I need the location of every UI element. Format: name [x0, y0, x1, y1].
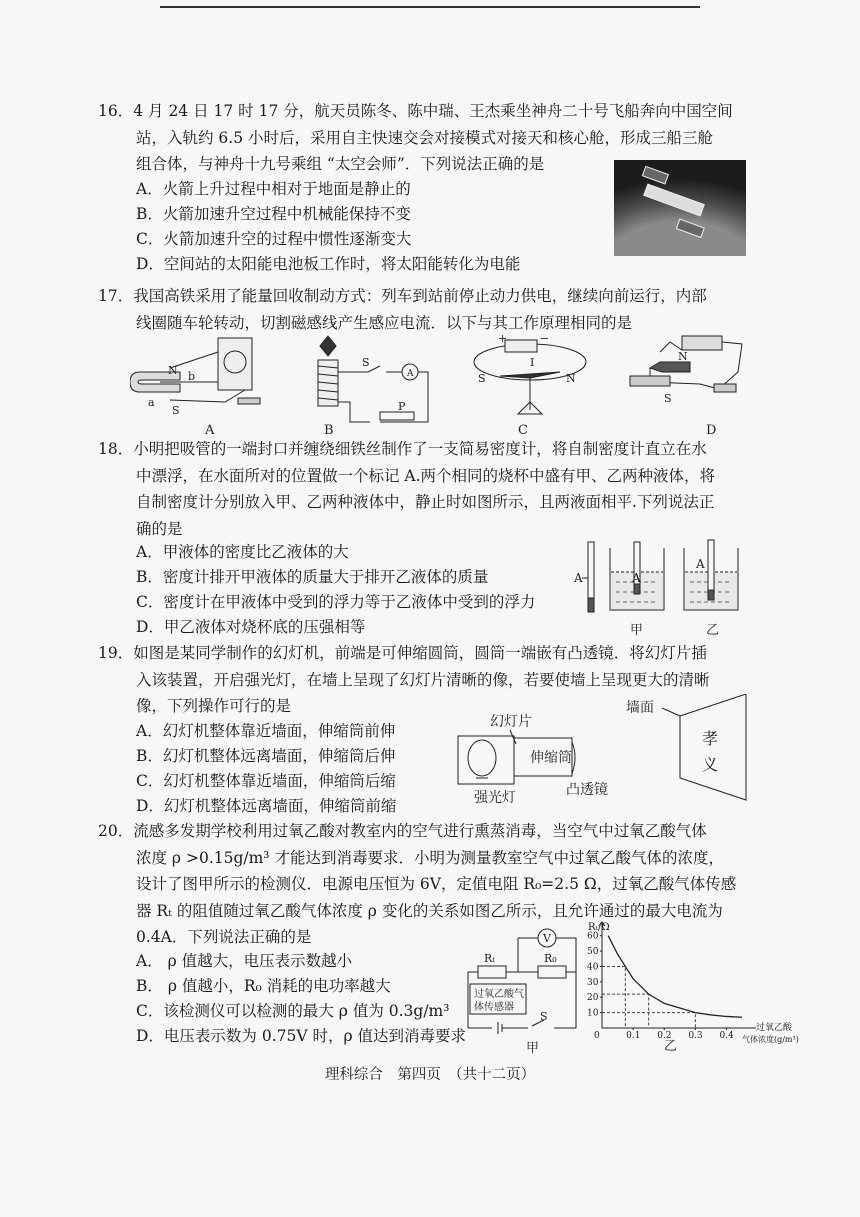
q19-line-2: 入该装置，开启强光灯，在墙上呈现了幻灯片清晰的像，若要使墙上呈现更大的清晰 — [136, 670, 710, 689]
q17-fig-c-i: I — [530, 356, 535, 369]
q17-fig-a-label: A — [205, 423, 215, 437]
q17-fig-c-minus: − — [540, 332, 550, 345]
q17-fig-a-s: S — [172, 404, 180, 417]
q20-option-b[interactable]: B． ρ 值越小，R₀ 消耗的电功率越大 — [136, 977, 391, 995]
q17-fig-c-s: S — [478, 372, 486, 385]
sensor-resistor-label: Rₜ — [484, 952, 495, 965]
graph-ytick-label: 60 — [587, 931, 599, 942]
q20-line-1: 20．流感多发期学校利用过氧乙酸对教室内的空气进行熏蒸消毒，当空气中过氧乙酸气体 — [98, 822, 707, 840]
q18-option-d[interactable]: D．甲乙液体对烧杯底的压强相等 — [136, 618, 366, 636]
switch-label: S — [540, 1010, 548, 1023]
graph-y-axis — [599, 922, 605, 1028]
q17-fig-c — [474, 332, 586, 437]
q18-option-b[interactable]: B．密度计排开甲液体的质量大于排开乙液体的质量 — [136, 568, 489, 586]
resistance-graph — [586, 918, 838, 1058]
q18-line-1: 18．小明把吸管的一端封口并缠绕细铁丝制作了一支简易密度计，将自制密度计直立在水 — [98, 440, 707, 458]
graph-axes — [599, 922, 756, 1028]
q17-fig-b — [318, 336, 428, 437]
graph-curve — [608, 936, 742, 1018]
q19-line-3: 像，下列操作可行的是 — [136, 697, 292, 715]
q16-option-c[interactable]: C．火箭加速升空的过程中惯性逐渐变大 — [136, 230, 412, 248]
q19-option-c[interactable]: C．幻灯机整体靠近墙面，伸缩筒后缩 — [136, 772, 396, 790]
q20-line-5: 0.4A．下列说法正确的是 — [136, 928, 312, 946]
q17-fig-a-n: N — [168, 364, 178, 377]
q20-line-2: 浓度 ρ >0.15g/m³ 才能达到消毒要求．小明为测量教室空气中过氧乙酸气体的浓度， — [136, 848, 724, 867]
voltmeter-label: V — [543, 932, 551, 945]
q16-option-b[interactable]: B．火箭加速升空过程中机械能保持不变 — [136, 205, 411, 223]
beaker-jia-mark: A — [632, 571, 641, 585]
image-char-1: 孝 — [702, 729, 719, 748]
q20-option-c[interactable]: C．该检测仪可以检测的最大 ρ 值为 0.3g/m³ — [136, 1002, 450, 1020]
label-lamp: 强光灯 — [474, 790, 516, 806]
q17-fig-a — [130, 338, 260, 437]
q18-line-2: 中漂浮，在水面所对的位置做一个标记 A.两个相同的烧杯中盛有甲、乙两种液体，将 — [136, 466, 716, 485]
r0-label: R₀ — [544, 952, 557, 965]
graph-origin: 0 — [594, 1031, 600, 1041]
hydrometer — [573, 542, 594, 612]
graph-xtick-label: 0.4 — [719, 1031, 734, 1041]
q17-line-2: 线圈随车轮转动，切割磁感线产生感应电流．以下与其工作原理相同的是 — [136, 313, 633, 332]
q20-line-4: 器 Rₜ 的阻值随过氧乙酸气体浓度 ρ 变化的关系如图乙所示，且允许通过的最大电流为 — [136, 901, 723, 920]
wall-screen — [626, 694, 746, 800]
q18-option-a[interactable]: A．甲液体的密度比乙液体的大 — [136, 543, 349, 561]
graph-xtick-label: 0.3 — [688, 1031, 703, 1041]
label-slide: 幻灯片 — [490, 714, 532, 730]
label-lens: 凸透镜 — [566, 782, 608, 798]
hydrometer-mark: A — [574, 571, 583, 585]
q20-line-3: 设计了图甲所示的检测仪．电源电压恒为 6V，定值电阻 R₀=2.5 Ω，过氧乙酸气体传感 — [136, 875, 737, 893]
graph-xtick-label: 0.2 — [657, 1031, 672, 1041]
graph-ticks — [587, 932, 734, 1041]
q17-fig-d-label: D — [706, 423, 717, 437]
label-wall: 墙面 — [626, 700, 654, 716]
graph-guide-line — [602, 966, 625, 1028]
circuit-caption: 甲 — [526, 1041, 540, 1056]
beaker-yi-mark: A — [696, 557, 705, 571]
q16-options — [136, 177, 520, 277]
space-station-photo — [614, 160, 746, 256]
beaker-yi — [684, 540, 738, 638]
sensor-label-2: 体传感器 — [474, 1002, 514, 1013]
graph-ytick-label: 40 — [587, 962, 599, 973]
q16-line-2: 站，入轨约 6.5 小时后，采用自主快速交会对接模式对接天和核心舱，形成三船三舱 — [136, 128, 714, 147]
top-rule — [160, 6, 700, 8]
graph-caption: 乙 — [664, 1039, 678, 1054]
q18-option-c[interactable]: C．密度计在甲液体中受到的浮力等于乙液体中受到的浮力 — [136, 593, 536, 611]
q17-fig-d-n: N — [678, 350, 688, 363]
image-char-2: 义 — [702, 755, 719, 774]
q17-fig-a-a: a — [148, 396, 155, 409]
projector-figure — [450, 694, 750, 806]
graph-xtick-label: 0.1 — [626, 1031, 641, 1041]
q19-option-d[interactable]: D．幻灯机整体远离墙面，伸缩筒前缩 — [136, 797, 397, 815]
q17-fig-c-label: C — [518, 423, 528, 437]
sensor-label-1: 过氧乙酸气 — [474, 989, 524, 1000]
graph-ytick-label: 30 — [587, 977, 599, 988]
graph-x-label-2: 气体浓度(g/m³) — [742, 1035, 799, 1044]
q20-option-d[interactable]: D．电压表示数为 0.75V 时，ρ 值达到消毒要求 — [136, 1027, 467, 1045]
circuit-jia — [462, 926, 590, 1056]
q18-line-4: 确的是 — [136, 519, 183, 538]
q18-line-3: 自制密度计分别放入甲、乙两种液体中，静止时如图所示，且两液面相平.下列说法正 — [136, 493, 715, 511]
beaker-jia-label: 甲 — [630, 623, 644, 638]
q17-fig-c-n: N — [566, 372, 576, 385]
label-tube: 伸缩筒 — [530, 750, 572, 766]
q20-option-a[interactable]: A． ρ 值越大，电压表示数越小 — [136, 952, 353, 970]
q18-options — [136, 540, 535, 640]
beaker-jia — [610, 542, 664, 638]
graph-ytick-label: 10 — [587, 1008, 599, 1019]
graph-x-label-1: 过氧乙酸 — [756, 1023, 793, 1033]
q17-fig-b-s: S — [362, 356, 370, 369]
q19-options — [136, 719, 396, 819]
q19-option-b[interactable]: B．幻灯机整体远离墙面，伸缩筒后伸 — [136, 747, 396, 765]
q17-line-1: 17．我国高铁采用了能量回收制动方式：列车到站前停止动力供电，继续向前运行，内部 — [98, 287, 707, 305]
q17-stem — [98, 283, 707, 336]
q19-line-1: 19．如图是某同学制作的幻灯机，前端是可伸缩圆筒，圆筒一端嵌有凸透镜．将幻灯片插 — [98, 644, 707, 662]
q18-stem — [98, 436, 715, 542]
q17-fig-c-plus: + — [498, 332, 508, 345]
q18-figure — [572, 538, 750, 642]
q16-option-d[interactable]: D．空间站的太阳能电池板工作时，将太阳能转化为电能 — [136, 255, 521, 273]
page-footer: 理科综合 第四页 （共十二页） — [324, 1067, 536, 1083]
q17-fig-d-s: S — [664, 392, 672, 405]
graph-guides — [602, 966, 695, 1028]
graph-ytick-label: 20 — [587, 993, 599, 1004]
q16-option-a[interactable]: A．火箭上升过程中相对于地面是静止的 — [136, 180, 411, 198]
beaker-yi-label: 乙 — [706, 623, 720, 638]
q16-line-1: 16．4 月 24 日 17 时 17 分，航天员陈冬、陈中瑞、王杰乘坐神舟二十号飞船奔向中国空间 — [98, 102, 733, 120]
q17-fig-d — [630, 336, 742, 437]
q17-fig-b-p: P — [398, 400, 406, 413]
graph-ytick-label: 50 — [587, 947, 599, 958]
q19-option-a[interactable]: A．幻灯机整体靠近墙面，伸缩筒前伸 — [136, 722, 396, 740]
q17-figures — [130, 332, 750, 437]
q17-fig-b-label: B — [324, 423, 334, 437]
graph-y-label: Rₜ/Ω — [588, 922, 610, 933]
q17-fig-b-meter: A — [407, 369, 414, 379]
q20-options — [136, 949, 466, 1049]
q16-line-3: 组合体，与神舟十九号乘组 “太空会师”．下列说法正确的是 — [136, 155, 545, 173]
q17-fig-a-b: b — [188, 370, 196, 383]
